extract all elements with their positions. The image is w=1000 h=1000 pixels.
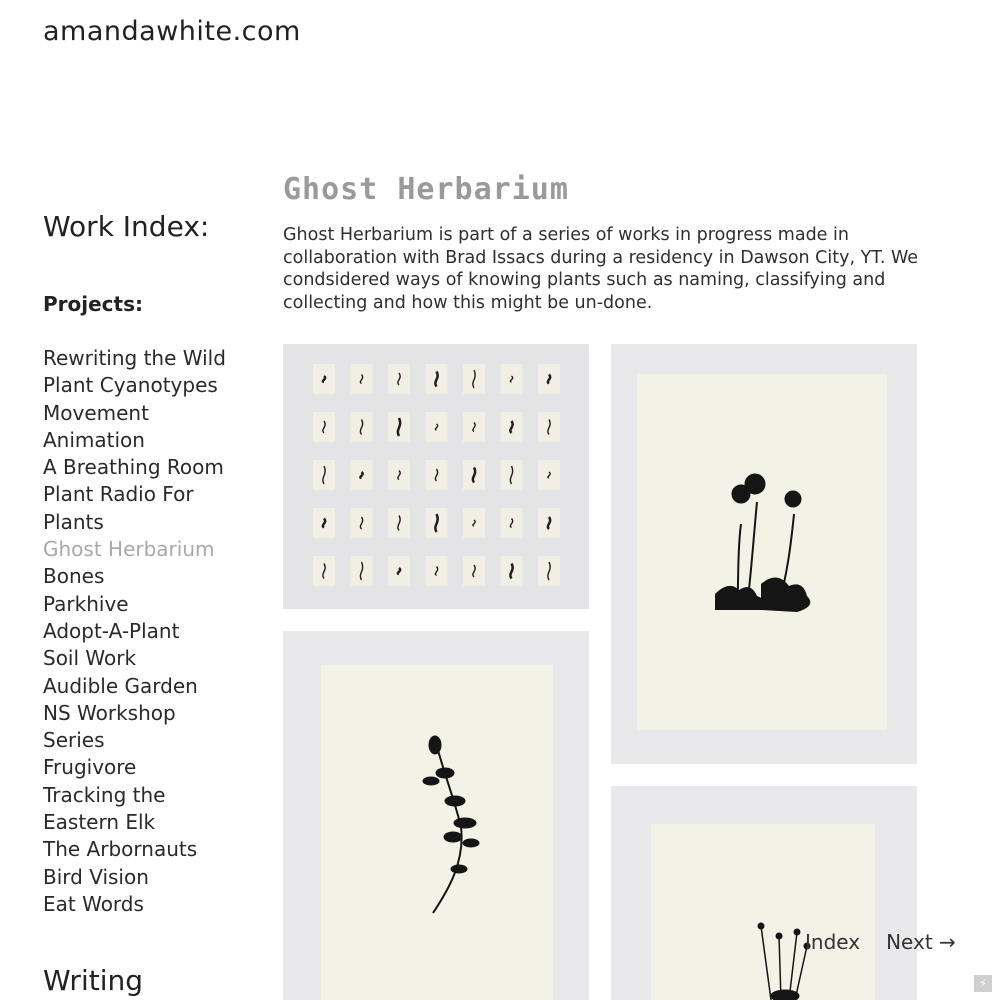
projects-heading: Projects: (43, 292, 143, 316)
work-index-heading: Work Index: (43, 210, 210, 243)
project-list (43, 345, 243, 918)
flower-print-image (611, 344, 917, 764)
project-link[interactable]: Plants (43, 509, 104, 534)
project-link[interactable]: Tracking the (43, 782, 166, 807)
project-link[interactable]: Eat Words (43, 891, 144, 916)
lightning-icon[interactable]: ⚡ (974, 975, 992, 992)
writing-heading: Writing (43, 964, 143, 997)
project-link[interactable]: Rewriting the Wild (43, 346, 226, 370)
project-link[interactable]: Eastern Elk (43, 810, 156, 835)
page-title: Ghost Herbarium (283, 172, 569, 207)
project-link[interactable]: Animation (43, 427, 145, 452)
site-title[interactable]: amandawhite.com (43, 16, 301, 47)
next-link[interactable]: Next → (886, 930, 956, 954)
project-link[interactable]: Bones (43, 564, 105, 589)
pager (805, 930, 956, 954)
project-link[interactable]: Plant Radio For (43, 482, 194, 507)
index-link[interactable]: Index (805, 930, 861, 954)
stem-print-photo[interactable] (611, 786, 917, 1000)
project-content (283, 172, 923, 314)
project-link[interactable]: Parkhive (43, 591, 129, 616)
project-link[interactable]: Audible Garden (43, 673, 198, 698)
project-link[interactable]: Series (43, 728, 105, 753)
sprig-print-image (283, 631, 589, 1000)
project-link[interactable]: Movement (43, 400, 149, 425)
project-link[interactable]: Bird Vision (43, 864, 149, 889)
project-link[interactable]: A Breathing Room (43, 455, 224, 480)
project-link[interactable]: Frugivore (43, 755, 137, 780)
project-link[interactable]: The Arbornauts (43, 837, 198, 862)
project-link[interactable]: NS Workshop (43, 700, 176, 725)
specimen-grid-image (283, 344, 589, 609)
project-link-active[interactable]: Ghost Herbarium (43, 537, 215, 562)
project-link[interactable]: Adopt-A-Plant (43, 618, 180, 643)
sidebar (43, 210, 253, 997)
sprig-print-photo[interactable] (283, 631, 589, 1000)
project-description: Ghost Herbarium is part of a series of works in progress made in collaboration with Brad Issacs during a residency in Dawson City, YT. We condsidered ways of knowing plants such as naming, classifying and collecting and how this might be un-done. (283, 225, 919, 314)
project-link[interactable]: Soil Work (43, 646, 137, 671)
stem-print-image (611, 786, 917, 1000)
project-link[interactable]: Plant Cyanotypes (43, 373, 218, 398)
flower-print-photo[interactable] (611, 344, 917, 764)
specimen-grid-photo[interactable] (283, 344, 589, 609)
